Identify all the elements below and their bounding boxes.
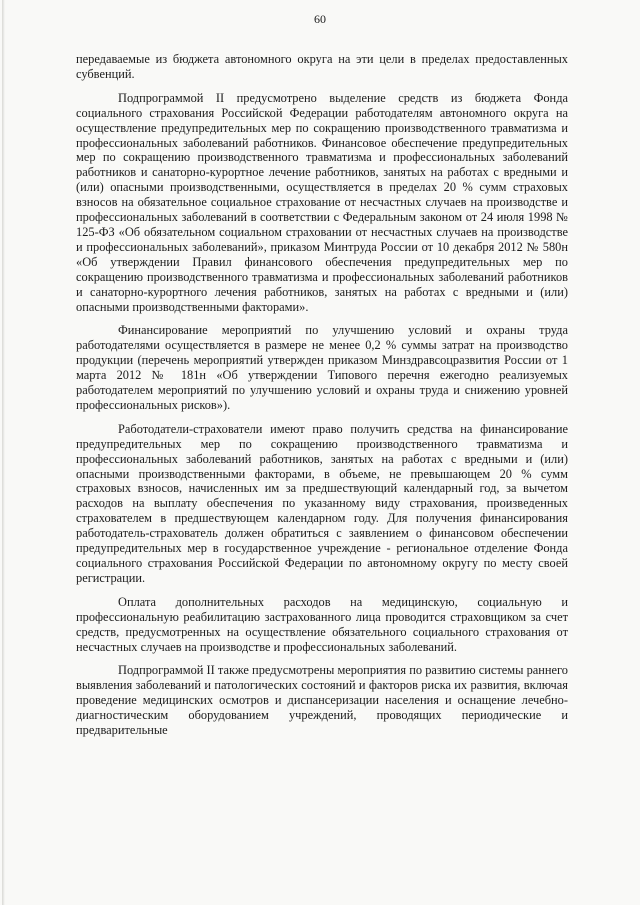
paragraph-rehabilitation-costs: Оплата дополнительных расходов на медицинскую, социальную и профессиональную реабилитацию застрахованного лица проводится страховщиком за счет средств, предусмотренных на осуществление обязательного социального страхования от несчастных случаев на производстве и профессиональных заболеваний.: [76, 594, 568, 654]
paragraph-continuation: передаваемые из бюджета автономного округа на эти цели в пределах предоставленных субвенций.: [76, 52, 568, 81]
paragraph-labor-safety-financing: Финансирование мероприятий по улучшению условий и охраны труда работодателями осуществляется в размере не менее 0,2 % суммы затрат на производство продукции (перечень мероприятий утвержден приказом Минздравсоцразвития России от 1 марта 2012 № 181н «Об утверждении Типового перечня ежегодно реализуемых работодателем мероприятий по улучшению условий и охраны труда и снижению уровней профессиональных рисков»).: [76, 323, 568, 412]
page-number: 60: [314, 12, 326, 26]
scan-edge: [2, 0, 5, 905]
paragraph-early-detection: Подпрограммой II также предусмотрены мероприятия по развитию системы раннего выявления заболеваний и патологических состояний и факторов риска их развития, включая проведение медицинских осмотров и диспансеризации населения и оснащение лечебно-диагностическим оборудованием учреждений, проводящих периодические и предварительные: [76, 663, 568, 738]
document-body: [76, 52, 568, 747]
paragraph-employer-insurers: Работодатели-страхователи имеют право получить средства на финансирование предупредительных мер по сокращению производственного травматизма и профессиональных заболеваний работников, занятых на работах с вредными и (или) опасными производственными факторами, в объеме, не превышающем 20 % сумм страховых взносов, начисленных им за предшествующий календарный год, за вычетом расходов на выплату обеспечения по указанному виду страхования, произведенных страхователем в предшествующем календарном году. Для получения финансирования работодатель-страхователь должен обратиться с заявлением о финансовом обеспечении предупредительных мер в государственное учреждение - региональное отделение Фонда социального страхования Российской Федерации по автономному округу по месту своей регистрации.: [76, 421, 568, 585]
paragraph-subprogram-funding: Подпрограммой II предусмотрено выделение средств из бюджета Фонда социального страхования Российской Федерации работодателям автономного округа на осуществление предупредительных мер по сокращению производственного травматизма и профессиональных заболеваний работников. Финансовое обеспечение предупредительных мер по сокращению производственного травматизма и профессиональных заболеваний работников и санаторно-курортное лечение работников, занятых на работах с вредными и (или) опасными производственными, осуществляется в пределах 20 % сумм страховых взносов на обязательное социальное страхование от несчастных случаев на производстве и профессиональных заболеваний в соответствии с Федеральным законом от 24 июля 1998 № 125-ФЗ «Об обязательном социальном страховании от несчастных случаев на производстве и профессиональных заболеваний», приказом Минтруда России от 10 декабря 2012 № 580н «Об утверждении Правил финансового обеспечения предупредительных мер по сокращению производственного травматизма и профессиональных заболеваний работников и санаторно-курортного лечения работников, занятых на работах с вредными и (или) опасными производственными факторами».: [76, 90, 568, 314]
